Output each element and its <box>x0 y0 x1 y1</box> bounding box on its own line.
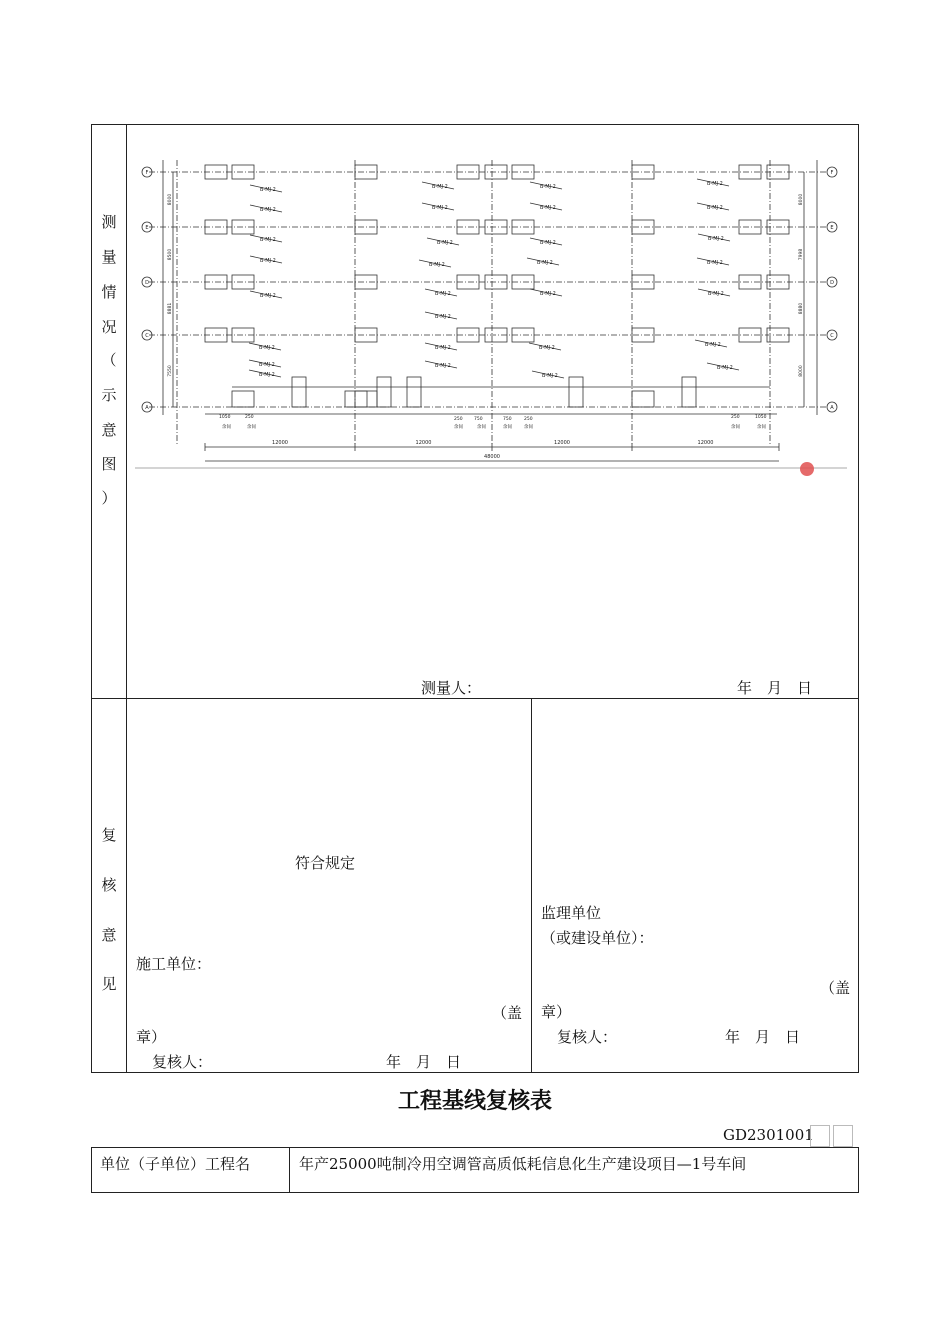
axis-label: F <box>830 170 834 176</box>
anchor-tag-label: B-MJ-2 <box>435 314 451 320</box>
axis-label: E <box>830 225 834 231</box>
anchor-tag-label: B-MJ-2 <box>260 187 276 193</box>
project-name-value: 年产25000吨制冷用空调管高质低耗信息化生产建设项目—1号车间 <box>299 1155 747 1173</box>
anchor-tag-label: B-MJ-2 <box>259 345 275 351</box>
form-code: GD2301001 <box>723 1126 814 1144</box>
anchor-tag-label: B-MJ-2 <box>259 372 275 378</box>
detail-dimension-label: 750 <box>503 417 512 422</box>
anchor-tag-label: B-MJ-2 <box>707 260 723 266</box>
axis-label: D <box>145 280 149 286</box>
surveyor-label: 测量人： <box>421 679 482 697</box>
owner-unit-label: （或建设单位）： <box>541 929 654 947</box>
room-label: 余间 <box>524 425 533 430</box>
anchor-tag-label: B-MJ-2 <box>260 293 276 299</box>
room-label: 余间 <box>757 425 766 430</box>
detail-dimension-label: 1050 <box>219 415 231 420</box>
anchor-tag-label: B-MJ-2 <box>260 237 276 243</box>
reviewer-label-right: 复核人： <box>557 1028 618 1046</box>
code-box <box>810 1125 830 1147</box>
anchor-tag-label: B-MJ-2 <box>435 363 451 369</box>
anchor-tag-label: B-MJ-2 <box>435 345 451 351</box>
seal-open-left: （盖 <box>492 1004 523 1022</box>
right-dimension-label: 8000 <box>799 193 804 206</box>
axis-label: F <box>145 170 149 176</box>
seal-close-left: 章） <box>136 1028 167 1046</box>
anchor-tag-label: B-MJ-2 <box>259 362 275 368</box>
room-label: 余间 <box>454 425 463 430</box>
anchor-tag-label: B-MJ-2 <box>540 184 556 190</box>
red-marker-dot <box>800 462 814 476</box>
room-label: 余间 <box>731 425 740 430</box>
review-label-char: 复 <box>101 826 117 844</box>
equipment-box <box>569 377 583 407</box>
construction-unit-label: 施工单位： <box>136 955 212 973</box>
anchor-tag-label: B-MJ-2 <box>539 345 555 351</box>
span-dimension-label: 12000 <box>272 440 288 446</box>
equipment-box <box>377 377 391 407</box>
anchor-tag-label: B-MJ-2 <box>540 291 556 297</box>
span-dimension-label: 12000 <box>554 440 570 446</box>
review-date-left: 年 月 日 <box>386 1053 462 1071</box>
anchor-tag-label: B-MJ-2 <box>540 205 556 211</box>
code-box <box>833 1125 853 1147</box>
survey-date-label: 年 月 日 <box>737 679 813 697</box>
axis-label: A <box>145 405 149 411</box>
reviewer-label-left: 复核人： <box>152 1053 213 1071</box>
anchor-tag-label: B-MJ-2 <box>537 260 553 266</box>
right-dimension-label: 8880 <box>799 302 804 315</box>
anchor-tag-label: B-MJ-2 <box>708 291 724 297</box>
review-label-char: 见 <box>101 975 117 993</box>
column-box <box>632 391 654 407</box>
room-label: 余间 <box>222 425 231 430</box>
anchor-tag-label: B-MJ-2 <box>707 181 723 187</box>
survey-label-char: 量 <box>101 248 117 266</box>
anchor-tag-label: B-MJ-2 <box>540 240 556 246</box>
anchor-tag-label: B-MJ-2 <box>705 342 721 348</box>
equipment-box <box>407 377 421 407</box>
equipment-box <box>682 377 696 407</box>
left-dimension-label: 8000 <box>168 193 173 206</box>
detail-dimension-label: 250 <box>454 417 463 422</box>
seal-close-right: 章） <box>541 1003 572 1021</box>
survey-label-char: （ <box>101 351 117 369</box>
right-dimension-label: 8000 <box>799 365 804 377</box>
axis-label: D <box>830 280 834 286</box>
review-date-right: 年 月 日 <box>725 1028 801 1046</box>
project-name-label: 单位（子单位）工程名 <box>100 1155 251 1173</box>
left-dimension-label: 7550 <box>168 365 173 377</box>
survey-label-char: 意 <box>101 421 117 439</box>
survey-label-char: 情 <box>101 283 117 301</box>
axis-label: E <box>145 225 149 231</box>
anchor-tag-label: B-MJ-2 <box>432 205 448 211</box>
column-box <box>232 391 254 407</box>
survey-label-char: 图 <box>101 455 117 473</box>
left-dimension-label: 8881 <box>168 302 173 315</box>
axis-label: C <box>145 333 149 339</box>
span-dimension-label: 12000 <box>697 440 714 446</box>
survey-label-char: 示 <box>101 386 117 404</box>
detail-dimension-label: 250 <box>245 415 254 420</box>
span-dimension-label: 12000 <box>415 440 432 446</box>
right-dimension-label: 7998 <box>799 248 804 261</box>
opinion-text: 符合规定 <box>295 854 356 872</box>
anchor-tag-label: B-MJ-2 <box>437 240 453 246</box>
total-dimension-label: 48000 <box>484 454 500 460</box>
room-label: 余间 <box>247 425 256 430</box>
detail-dimension-label: 1050 <box>755 415 767 420</box>
form-title: 工程基线复核表 <box>397 1089 552 1114</box>
axis-label: C <box>830 333 834 339</box>
detail-dimension-label: 250 <box>524 417 533 422</box>
review-label-char: 核 <box>101 876 117 894</box>
anchor-tag-label: B-MJ-2 <box>542 373 558 379</box>
detail-dimension-label: 250 <box>731 415 740 420</box>
room-label: 余间 <box>477 425 486 430</box>
supervision-unit-label: 监理单位 <box>541 904 602 922</box>
survey-drawing <box>127 125 858 475</box>
survey-label-char: 况 <box>101 318 117 336</box>
anchor-tag-label: B-MJ-2 <box>429 262 445 268</box>
survey-label-char: 测 <box>101 213 117 231</box>
column-box <box>345 391 367 407</box>
survey-label-char: ） <box>101 489 117 507</box>
column-box <box>355 391 377 407</box>
review-label-char: 意 <box>101 926 117 944</box>
anchor-tag-label: B-MJ-2 <box>707 205 723 211</box>
anchor-tag-label: B-MJ-2 <box>432 184 448 190</box>
anchor-tag-label: B-MJ-2 <box>435 291 451 297</box>
left-dimension-label: 8500 <box>168 248 173 261</box>
anchor-tag-label: B-MJ-2 <box>717 365 733 371</box>
room-label: 余间 <box>503 425 512 430</box>
equipment-box <box>292 377 306 407</box>
anchor-tag-label: B-MJ-2 <box>708 236 724 242</box>
seal-open-right: （盖 <box>820 979 851 997</box>
anchor-tag-label: B-MJ-2 <box>260 207 276 213</box>
anchor-tag-label: B-MJ-2 <box>260 258 276 264</box>
axis-label: A <box>830 405 834 411</box>
detail-dimension-label: 750 <box>474 417 483 422</box>
